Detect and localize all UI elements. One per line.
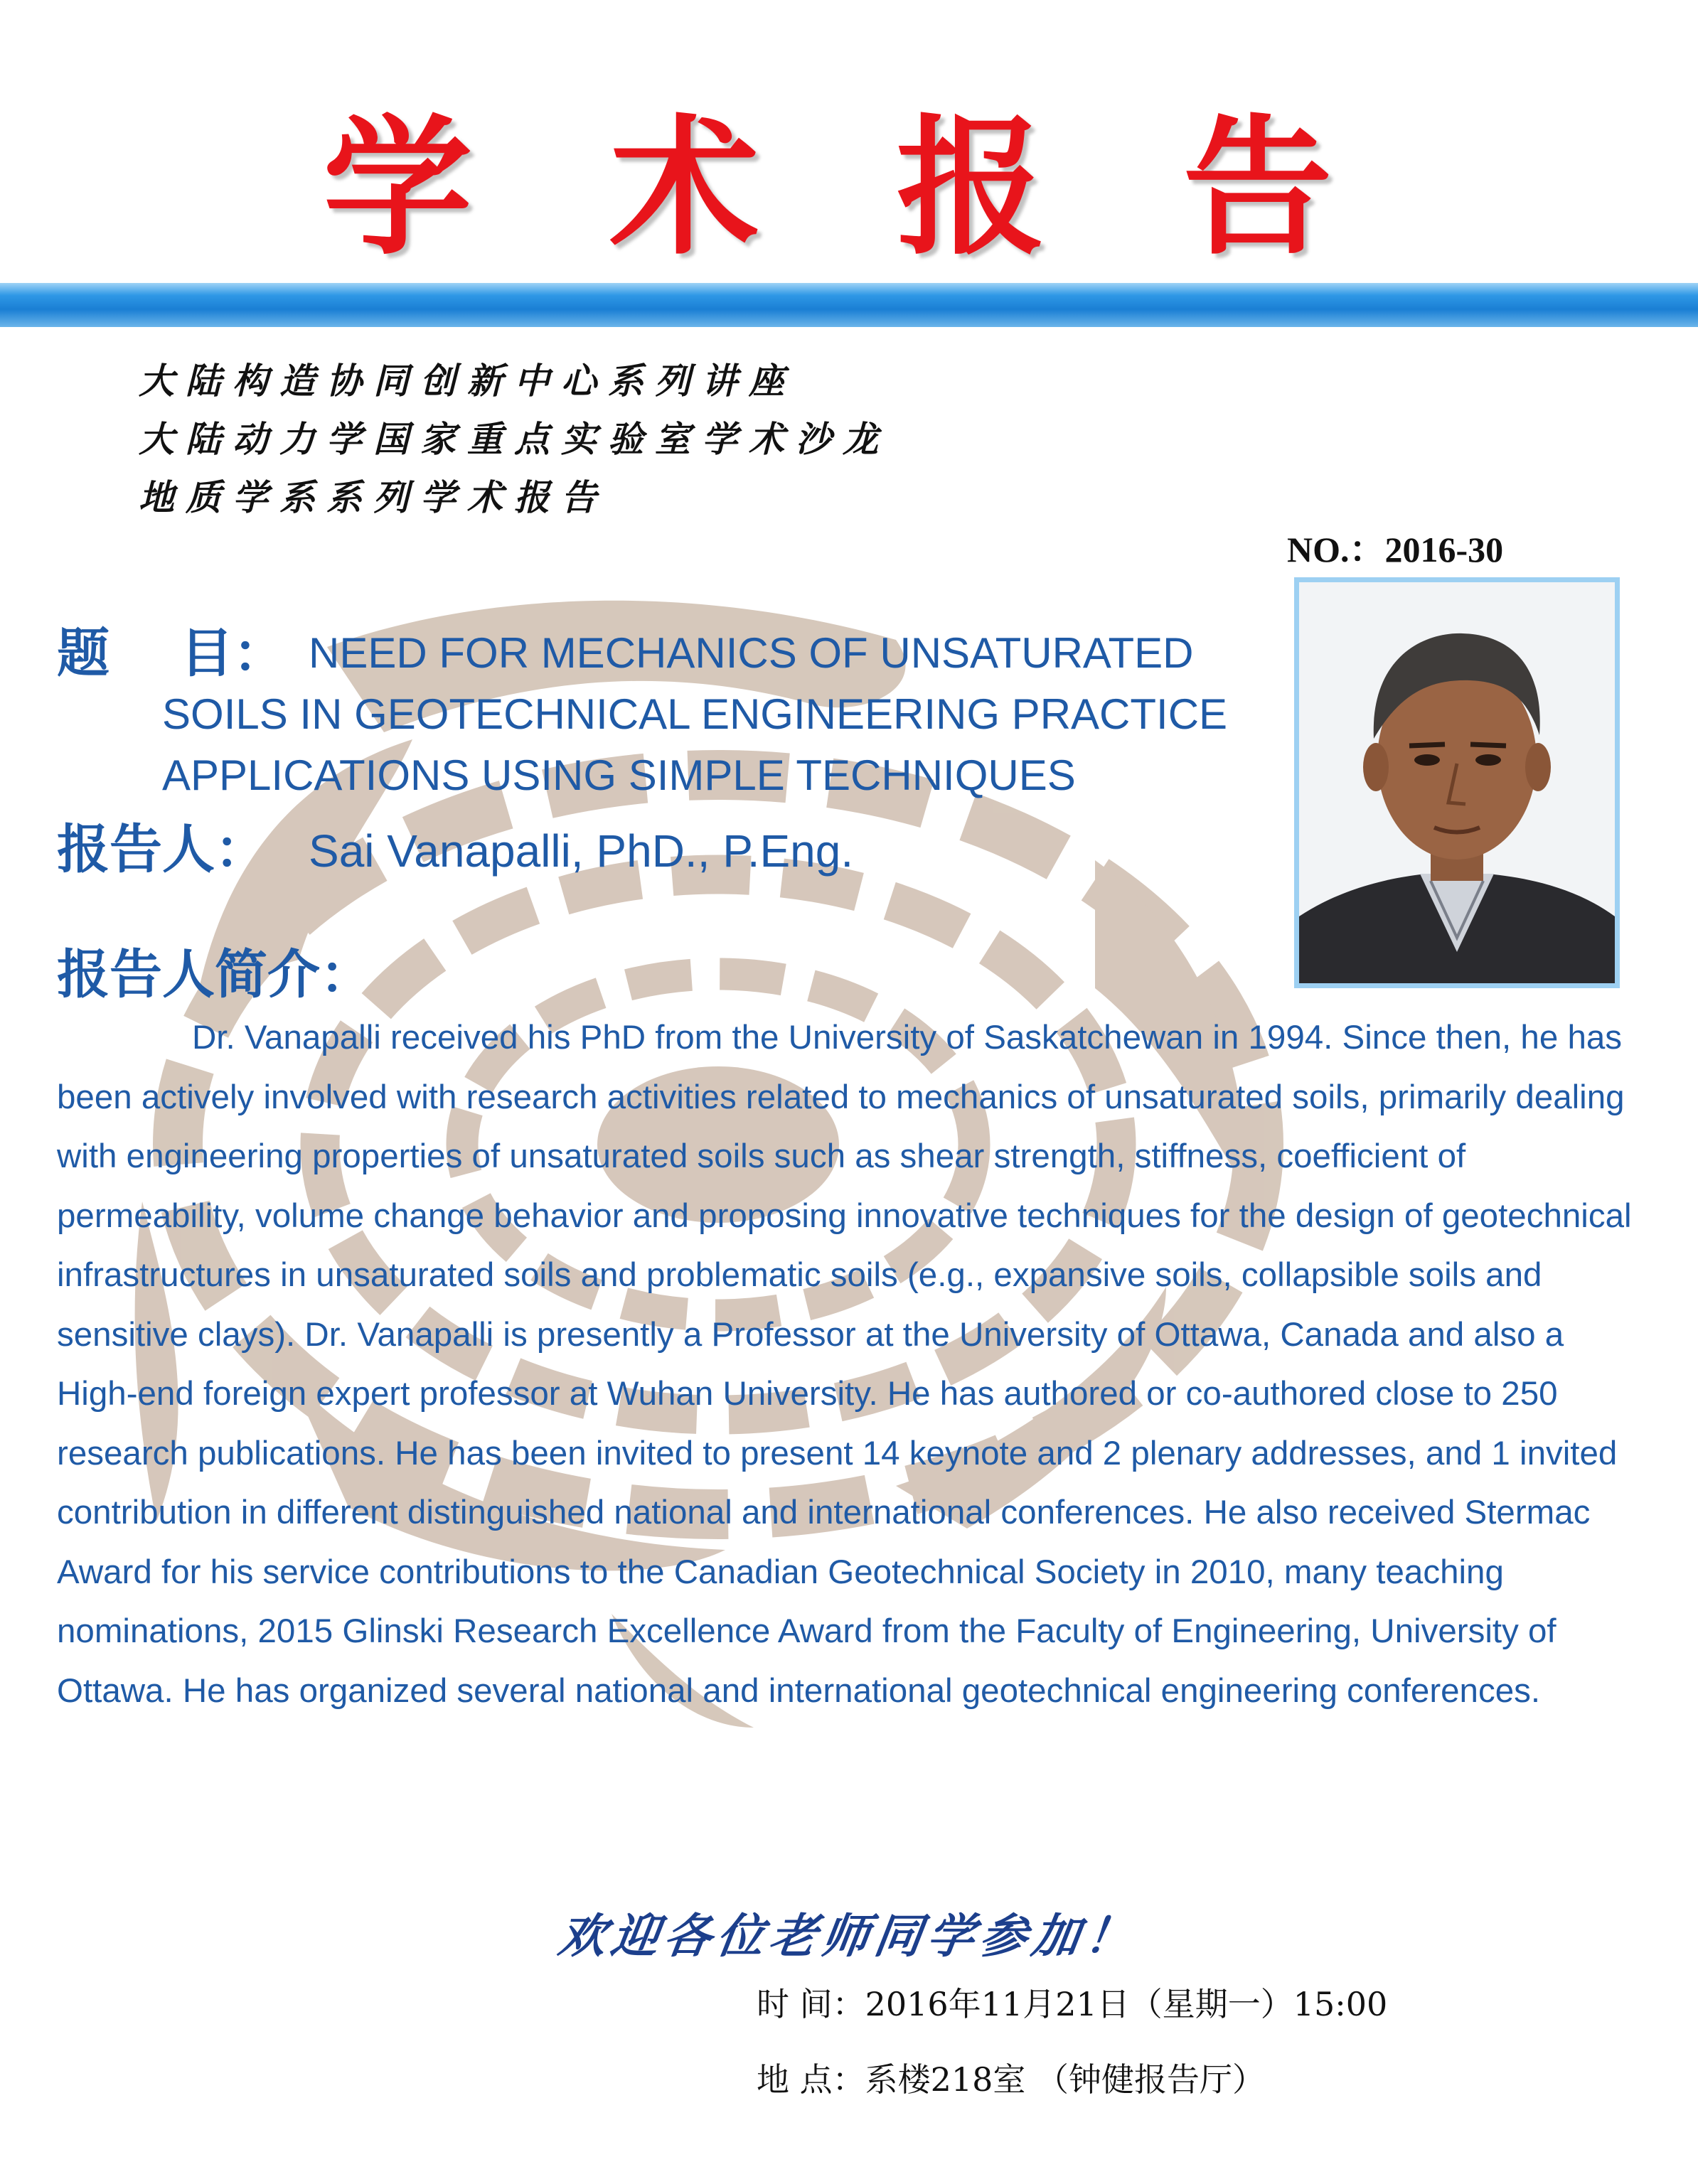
speaker-label: 报告人： <box>57 819 267 880</box>
header-divider-bar <box>0 283 1698 327</box>
speaker-portrait-icon <box>1299 582 1615 983</box>
report-number: NO.：2016-30 <box>1287 530 1504 569</box>
series-line-2: 大陆动力学国家重点实验室学术沙龙 <box>139 418 890 460</box>
series-line-1: 大陆构造协同创新中心系列讲座 <box>139 360 796 402</box>
title-label: 题 目： <box>57 623 286 684</box>
event-location: 地 点：系楼218室 （钟健报告厅） <box>757 2060 1266 2099</box>
page-title: 学 术 报 告 <box>323 101 1375 275</box>
welcome-message: 欢迎各位老师同学参加！ <box>555 1909 1142 1964</box>
speaker-photo <box>1294 577 1620 988</box>
talk-title-line-2: SOILS IN GEOTECHNICAL ENGINEERING PRACTICE <box>162 690 1228 738</box>
bio-label: 报告人简介： <box>57 944 373 1005</box>
speaker-name: Sai Vanapalli, PhD., P.Eng. <box>309 825 854 877</box>
event-time: 时 间：2016年11月21日（星期一）15:00 <box>757 1985 1388 2023</box>
series-line-3: 地质学系系列学术报告 <box>139 476 608 518</box>
talk-title-line-3: APPLICATIONS USING SIMPLE TECHNIQUES <box>162 751 1076 799</box>
speaker-bio: Dr. Vanapalli received his PhD from the University of Saskatchewan in 1994. Since then, he has been actively involved with research activities related to mechanics of unsaturated soils, primarily dealing with engineering properties of unsaturated soils such as shear strength, stiffness, coefficient of permeability, volume change behavior and proposing innovative techniques for the design of geotechnical infrastructures in unsaturated soils and problematic soils (e.g., expansive soils, collapsible soils and sensitive clays). Dr. Vanapalli is presently a Professor at the University of Ottawa, Canada and also a High-end foreign expert professor at Wuhan University. He has authored or co-authored close to 250 research publications. He has been invited to present 14 keynote and 2 plenary addresses, and 1 invited contribution in different distinguished national and international conferences. He also received Stermac Award for his service contributions to the Canadian Geotechnical Society in 2010, many teaching nominations, 2015 Glinski Research Excellence Award from the Faculty of Engineering, University of Ottawa. He has organized several national and international geotechnical engineering conferences. <box>57 1019 1632 1710</box>
talk-title-line-1: NEED FOR MECHANICS OF UNSATURATED <box>309 629 1194 677</box>
